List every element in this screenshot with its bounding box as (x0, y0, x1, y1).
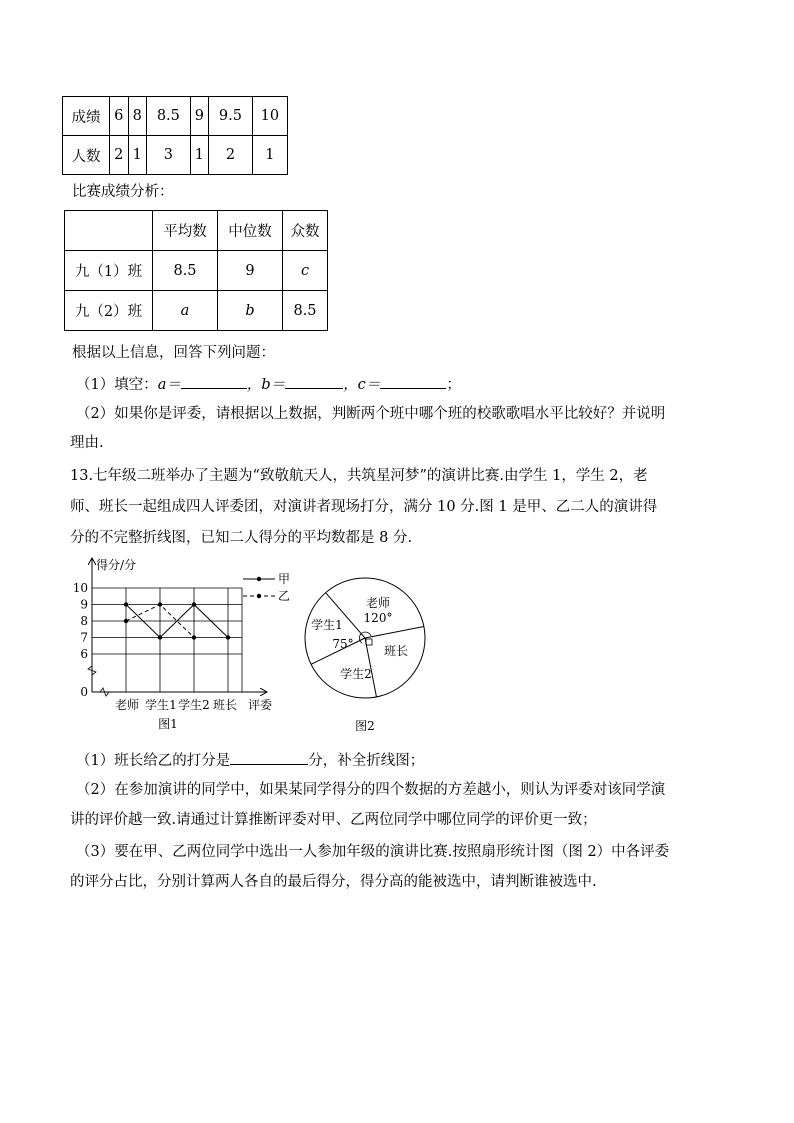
answer-blank-a[interactable] (181, 374, 247, 389)
table-cell: 人数 (63, 136, 110, 175)
q12-part2-line2: 理由. (70, 435, 104, 451)
q12-part1 (76, 374, 461, 394)
table-cell: 6 (110, 97, 129, 136)
table-cell: 中位数 (218, 211, 283, 251)
analysis-table (64, 210, 328, 331)
x-tick-label: 学生2 (178, 698, 210, 712)
table-row (63, 97, 288, 136)
legend-marker (257, 577, 261, 581)
answer-blank-b[interactable] (285, 374, 343, 389)
x-tick-label: 班长 (212, 698, 238, 712)
pie-chart (300, 575, 430, 735)
table-cell: a (153, 291, 218, 331)
y-tick-label: 9 (80, 597, 88, 612)
table-cell: 九（1）班 (65, 251, 153, 291)
table-cell: 3 (147, 136, 191, 175)
figure-caption: 图1 (158, 717, 178, 731)
pie-slice-label: 学生1 (311, 618, 343, 632)
y-tick-label: 0 (80, 685, 88, 699)
right-angle-mark (366, 639, 372, 645)
q13-line2: 师、班长一起组成四人评委团，对演讲者现场打分，满分 10 分.图 1 是甲、乙二人的演讲得 (70, 499, 658, 515)
table-cell (65, 211, 153, 251)
angle-label: 75° (332, 637, 354, 651)
data-point (158, 602, 162, 606)
q12-blank-c-label: ，c＝ (343, 377, 381, 393)
table-row (65, 251, 328, 291)
data-point (124, 619, 128, 623)
table-cell: 2 (209, 136, 253, 175)
angle-label: 120° (363, 611, 393, 625)
q13-part2-line2: 讲的评价越一致.请通过计算推断评委对甲、乙两位同学中哪位同学的评价更一致； (70, 812, 597, 828)
table-cell: 1 (190, 136, 209, 175)
table-cell: b (218, 291, 283, 331)
answer-blank-banzhang[interactable] (230, 750, 308, 765)
table-cell: 众数 (283, 211, 328, 251)
data-point (158, 635, 162, 639)
q12-part1-lead: （1）填空： (76, 377, 158, 393)
y-tick-label: 6 (80, 647, 88, 661)
x-tick-label: 学生1 (145, 698, 177, 712)
table-cell: 9 (218, 251, 283, 291)
table-cell: 8 (128, 97, 147, 136)
q13-part3-line1: （3）要在甲、乙两位同学中选出一人参加年级的演讲比赛.按照扇形统计图（图 2）中各评委 (76, 844, 670, 860)
q12-intro: 根据以上信息，回答下列问题： (72, 345, 275, 361)
figure-caption: 图2 (355, 719, 375, 733)
legend-marker (257, 594, 261, 598)
answer-blank-c[interactable] (380, 374, 446, 389)
x-axis-label: 评委 (247, 698, 273, 712)
table-cell: 8.5 (147, 97, 191, 136)
table-row (63, 136, 288, 175)
table-cell: 1 (128, 136, 147, 175)
q13-part1 (76, 750, 424, 770)
table-row (65, 211, 328, 251)
q13-part2-line1: （2）在参加演讲的同学中，如果某同学得分的四个数据的方差越小，则认为评委对该同学演 (76, 782, 666, 798)
pie-slice-boundary (365, 627, 424, 638)
y-tick-label: 8 (80, 614, 88, 628)
line-chart (70, 555, 300, 740)
q12-blank-b-label: ，b＝ (246, 377, 286, 393)
table-cell: 九（2）班 (65, 291, 153, 331)
q13-part1-pre: （1）班长给乙的打分是 (76, 753, 231, 769)
pie-slice-label: 学生2 (340, 667, 372, 681)
q13-part1-post: 分，补全折线图； (308, 753, 425, 769)
pie-slice-label: 班长 (383, 644, 409, 658)
y-tick-label: 7 (80, 630, 88, 645)
analysis-title: 比赛成绩分析： (72, 184, 174, 200)
table-cell: 9 (190, 97, 209, 136)
legend-label: 甲 (278, 572, 291, 586)
table-cell: c (283, 251, 328, 291)
q12-part1-end: ； (446, 377, 461, 393)
table-cell: 8.5 (153, 251, 218, 291)
table-cell: 1 (252, 136, 287, 175)
data-point (124, 602, 128, 606)
table-cell: 平均数 (153, 211, 218, 251)
q12-blank-a-label: a＝ (157, 377, 181, 393)
q12-part2-line1: （2）如果你是评委，请根据以上数据，判断两个班中哪个班的校歌歌唱水平比较好？并说明 (76, 406, 666, 422)
pie-slice-label: 老师 (365, 596, 391, 610)
q13-part3-line2: 的评分占比，分别计算两人各自的最后得分，得分高的能被选中，请判断谁被选中. (70, 874, 597, 890)
table-cell: 成绩 (63, 97, 110, 136)
q13-line1: 13.七年级二班举办了主题为“致敬航天人，共筑星河梦”的演讲比赛.由学生 1，学生 2，老 (70, 468, 648, 484)
table-row (65, 291, 328, 331)
legend-label: 乙 (278, 589, 291, 603)
score-count-table (62, 96, 288, 175)
y-tick-label: 10 (72, 581, 88, 595)
y-axis-label: 得分/分 (96, 558, 137, 572)
x-tick-label: 老师 (114, 698, 140, 712)
data-point (192, 635, 196, 639)
table-cell: 10 (252, 97, 287, 136)
table-cell: 9.5 (209, 97, 253, 136)
table-cell: 2 (110, 136, 129, 175)
table-cell: 8.5 (283, 291, 328, 331)
data-point (192, 602, 196, 606)
q13-line3: 分的不完整折线图，已知二人得分的平均数都是 8 分. (70, 530, 413, 546)
data-point (226, 635, 230, 639)
